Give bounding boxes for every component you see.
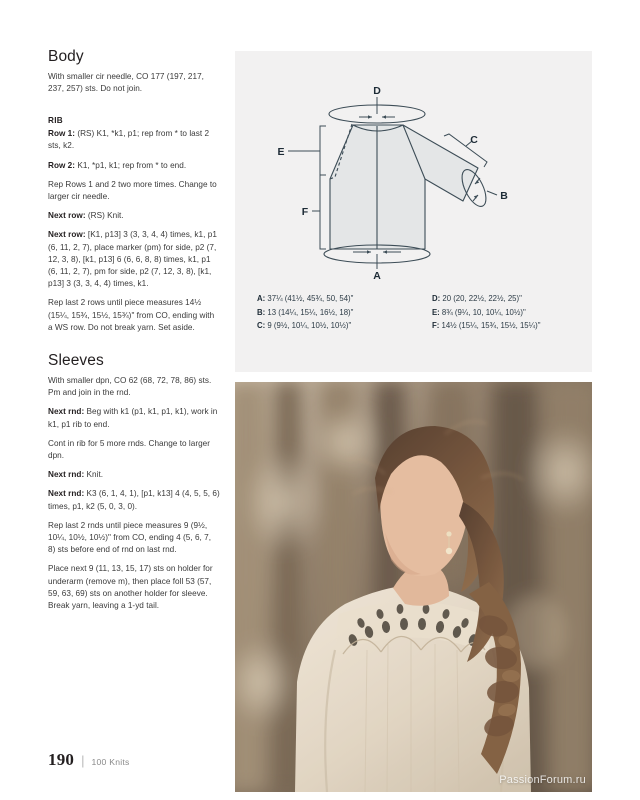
- sleeves-next-rnd-3-paragraph: [48, 488, 220, 512]
- rep-rows-paragraph: Rep Rows 1 and 2 two more times. Change to larger cir needle.: [48, 179, 217, 201]
- legend-key-b: B:: [257, 307, 266, 317]
- footer-separator: |: [81, 753, 85, 768]
- legend-column-right: [432, 294, 577, 331]
- model-photograph: [235, 382, 592, 792]
- next-rnd-2-label: Next rnd:: [48, 470, 85, 480]
- rib-row-2-paragraph: [48, 160, 220, 172]
- sleeves-next-rnd-2-paragraph: [48, 469, 220, 481]
- next-row-1-label: Next row:: [48, 211, 86, 221]
- svg-text:F: F: [301, 206, 309, 218]
- sleeves-rep-last-paragraph: Rep last 2 rnds until piece measures 9 (9½, 10¼, 10½, 10½)" from CO, ending 4 (5, 6, 7, 8) sts before end of rnd on last rnd.: [48, 520, 212, 555]
- legend-row: [432, 308, 577, 318]
- legend-row: [432, 294, 577, 304]
- legend-value-c: 9 (9½, 10¼, 10½, 10½)": [265, 321, 352, 330]
- legend-value-f: 14½ (15¼, 15¾, 15½, 15¼)": [439, 321, 541, 330]
- book-title: 100 Knits: [91, 757, 130, 767]
- svg-text:B: B: [500, 190, 508, 202]
- sleeves-intro-paragraph: With smaller dpn, CO 62 (68, 72, 78, 86) sts. Pm and join in the rnd.: [48, 376, 212, 398]
- legend-row: [257, 308, 404, 318]
- rib-row-1-paragraph: [48, 128, 220, 152]
- row-2-label: Row 2:: [48, 160, 76, 170]
- row-1-label: Row 1:: [48, 129, 76, 139]
- body-intro-paragraph: With smaller cir needle, CO 177 (197, 217, 237, 257) sts. Do not join.: [48, 72, 204, 94]
- spacer: [48, 102, 220, 106]
- row-2-text: K1, *p1, k1; rep from * to end.: [75, 160, 187, 170]
- legend-row: [257, 294, 404, 304]
- sleeves-next-rnd-1-paragraph: [48, 406, 220, 430]
- next-rnd-3-label: Next rnd:: [48, 489, 85, 499]
- row-1-text: (RS) K1, *k1, p1; rep from * to last 2 sts, k2.: [48, 129, 210, 151]
- legend-column-left: [257, 294, 404, 331]
- legend-row: [432, 321, 577, 331]
- legend-value-b: 13 (14¼, 15¼, 16½, 18)": [265, 307, 354, 317]
- svg-text:A: A: [373, 270, 381, 282]
- pattern-text-column: [48, 48, 220, 619]
- body-section-heading: Body: [48, 48, 84, 65]
- next-row-knit-paragraph: [48, 210, 220, 222]
- rib-subheading: RIB: [48, 116, 64, 126]
- svg-text:D: D: [373, 85, 381, 97]
- next-rnd-3-text: K3 (6, 1, 4, 1), [p1, k13] 4 (4, 5, 5, 6) times, p1, k2 (5, 0, 3, 0).: [48, 489, 220, 511]
- watermark-text: PassionForum.ru: [499, 774, 586, 786]
- legend-key-a: A:: [257, 294, 266, 303]
- legend-key-c: C:: [257, 321, 266, 330]
- legend-row: [257, 321, 404, 331]
- legend-key-f: F:: [431, 321, 440, 330]
- schematic-panel: [235, 51, 592, 372]
- legend-value-d: 20 (20, 22½, 22½, 25)": [440, 294, 522, 303]
- body-rep-last-paragraph: Rep last 2 rows until piece measures 14½ (15¼, 15¾, 15½, 15¾)" from CO, ending with a WS row. Do not break yarn. Set aside.: [48, 298, 215, 332]
- sleeves-section-heading: Sleeves: [48, 351, 104, 369]
- next-rnd-1-label: Next rnd:: [48, 407, 85, 417]
- next-row-2-text: [K1, p13] 3 (3, 3, 4, 4) times, k1, p1 (6, 11, 2, 7), place marker (pm) for side, p2 (7, 12, 3, 8), [k1, p13] 6 (6, 6, 8, 8) times, k1, p1 (6, 11, 2, 7), pm for side, p2 (7, 12, 3, 8), [k1, p13] 3 (3, 3, 4, 4) times, k1.: [48, 230, 217, 289]
- legend-value-e: 8¾ (9¼, 10, 10¼, 10½)": [439, 307, 526, 317]
- svg-text:E: E: [277, 146, 285, 158]
- schematic-measurements-legend: [257, 294, 577, 331]
- svg-text:C: C: [470, 134, 478, 146]
- next-row-1-text: (RS) Knit.: [85, 211, 124, 221]
- place-next-sts-paragraph: Place next 9 (11, 13, 15, 17) sts on holder for underarm (remove m), then place foll 53 (57, 59, 63, 69) sts on another holder for sleeve. Break yarn, leaving a 1-yd tail.: [48, 564, 213, 611]
- next-rnd-1-text: Beg with k1 (p1, k1, p1, k1), work in k1, p1 rib to end.: [48, 407, 218, 429]
- cont-in-rib-paragraph: Cont in rib for 5 more rnds. Change to larger dpn.: [48, 438, 210, 461]
- page-number: 190: [48, 750, 75, 769]
- page-footer: [48, 750, 130, 770]
- next-row-setup-paragraph: [48, 229, 220, 290]
- legend-key-e: E:: [431, 307, 440, 317]
- legend-value-a: 37¼ (41½, 45¾, 50, 54)": [265, 294, 354, 303]
- next-rnd-2-text: Knit.: [84, 470, 104, 480]
- legend-key-d: D:: [431, 294, 441, 303]
- spacer: [48, 341, 220, 352]
- garment-schematic-diagram: [235, 51, 592, 291]
- next-row-2-label: Next row:: [48, 230, 86, 240]
